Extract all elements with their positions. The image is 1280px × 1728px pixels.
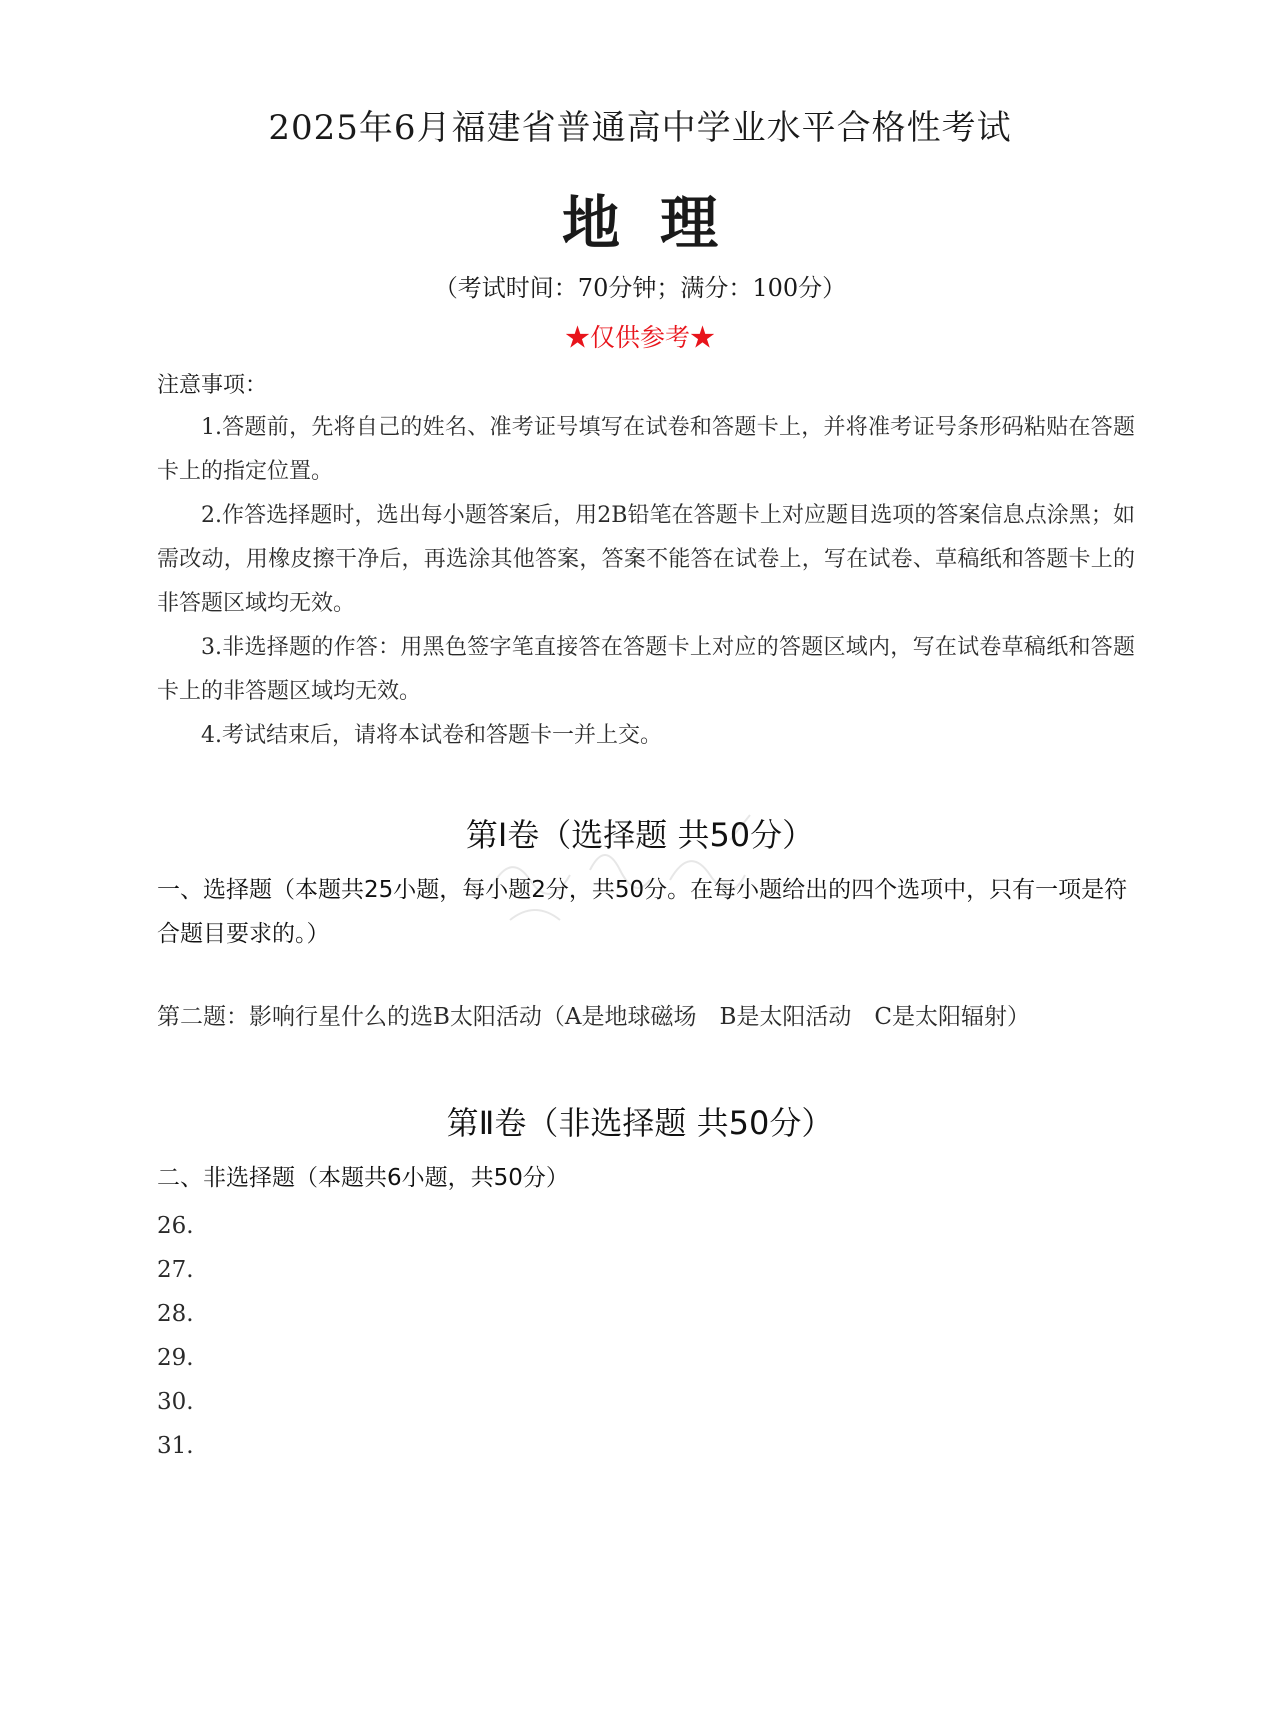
notice-title: 注意事项： — [157, 373, 268, 398]
exam-title: 2025年6月福建省普通高中学业水平合格性考试 — [268, 108, 1012, 148]
question-number: 26. — [157, 1213, 194, 1239]
multiple-choice-section-heading: 一、选择题（本题共25小题，每小题2分，共50分。在每小题给出的四个选项中，只有一项是符合题目要求的。） — [157, 877, 1128, 947]
notice-item: 3.非选择题的作答：用黑色签字笔直接答在答题卡上对应的答题区域内，写在试卷草稿纸和答题卡上的非答题区域均无效。 — [157, 635, 1135, 704]
notice-item: 4.考试结束后，请将本试卷和答题卡一并上交。 — [201, 723, 662, 748]
notice-item: 1.答题前，先将自己的姓名、准考证号填写在试卷和答题卡上，并将准考证号条形码粘贴在答题卡上的指定位置。 — [157, 415, 1135, 484]
non-choice-section-heading: 二、非选择题（本题共6小题，共50分） — [157, 1165, 569, 1191]
reference-only-tag: ★仅供参考★ — [564, 323, 715, 352]
volume-2-title: 第Ⅱ卷（非选择题 共50分） — [446, 1104, 834, 1142]
volume-1-title: 第Ⅰ卷（选择题 共50分） — [465, 816, 815, 854]
question-number: 28. — [157, 1301, 194, 1327]
notice-list — [157, 406, 1135, 758]
notice-item: 2.作答选择题时，选出每小题答案后，用2B铅笔在答题卡上对应题目选项的答案信息点涂黑；如需改动，用橡皮擦干净后，再选涂其他答案，答案不能答在试卷上，写在试卷、草稿纸和答题卡上的非答题区域均无效。 — [157, 503, 1135, 616]
question-number: 31. — [157, 1433, 194, 1459]
question-number-list — [157, 1204, 194, 1468]
question-number: 29. — [157, 1345, 194, 1371]
question-2-note: 第二题：影响行星什么的选B太阳活动（A是地球磁场 B是太阳活动 C是太阳辐射） — [157, 1004, 1031, 1030]
question-number: 27. — [157, 1257, 194, 1283]
exam-time-and-score: （考试时间：70分钟；满分：100分） — [433, 274, 847, 302]
question-number: 30. — [157, 1389, 194, 1415]
subject-title: 地理 — [561, 189, 758, 257]
